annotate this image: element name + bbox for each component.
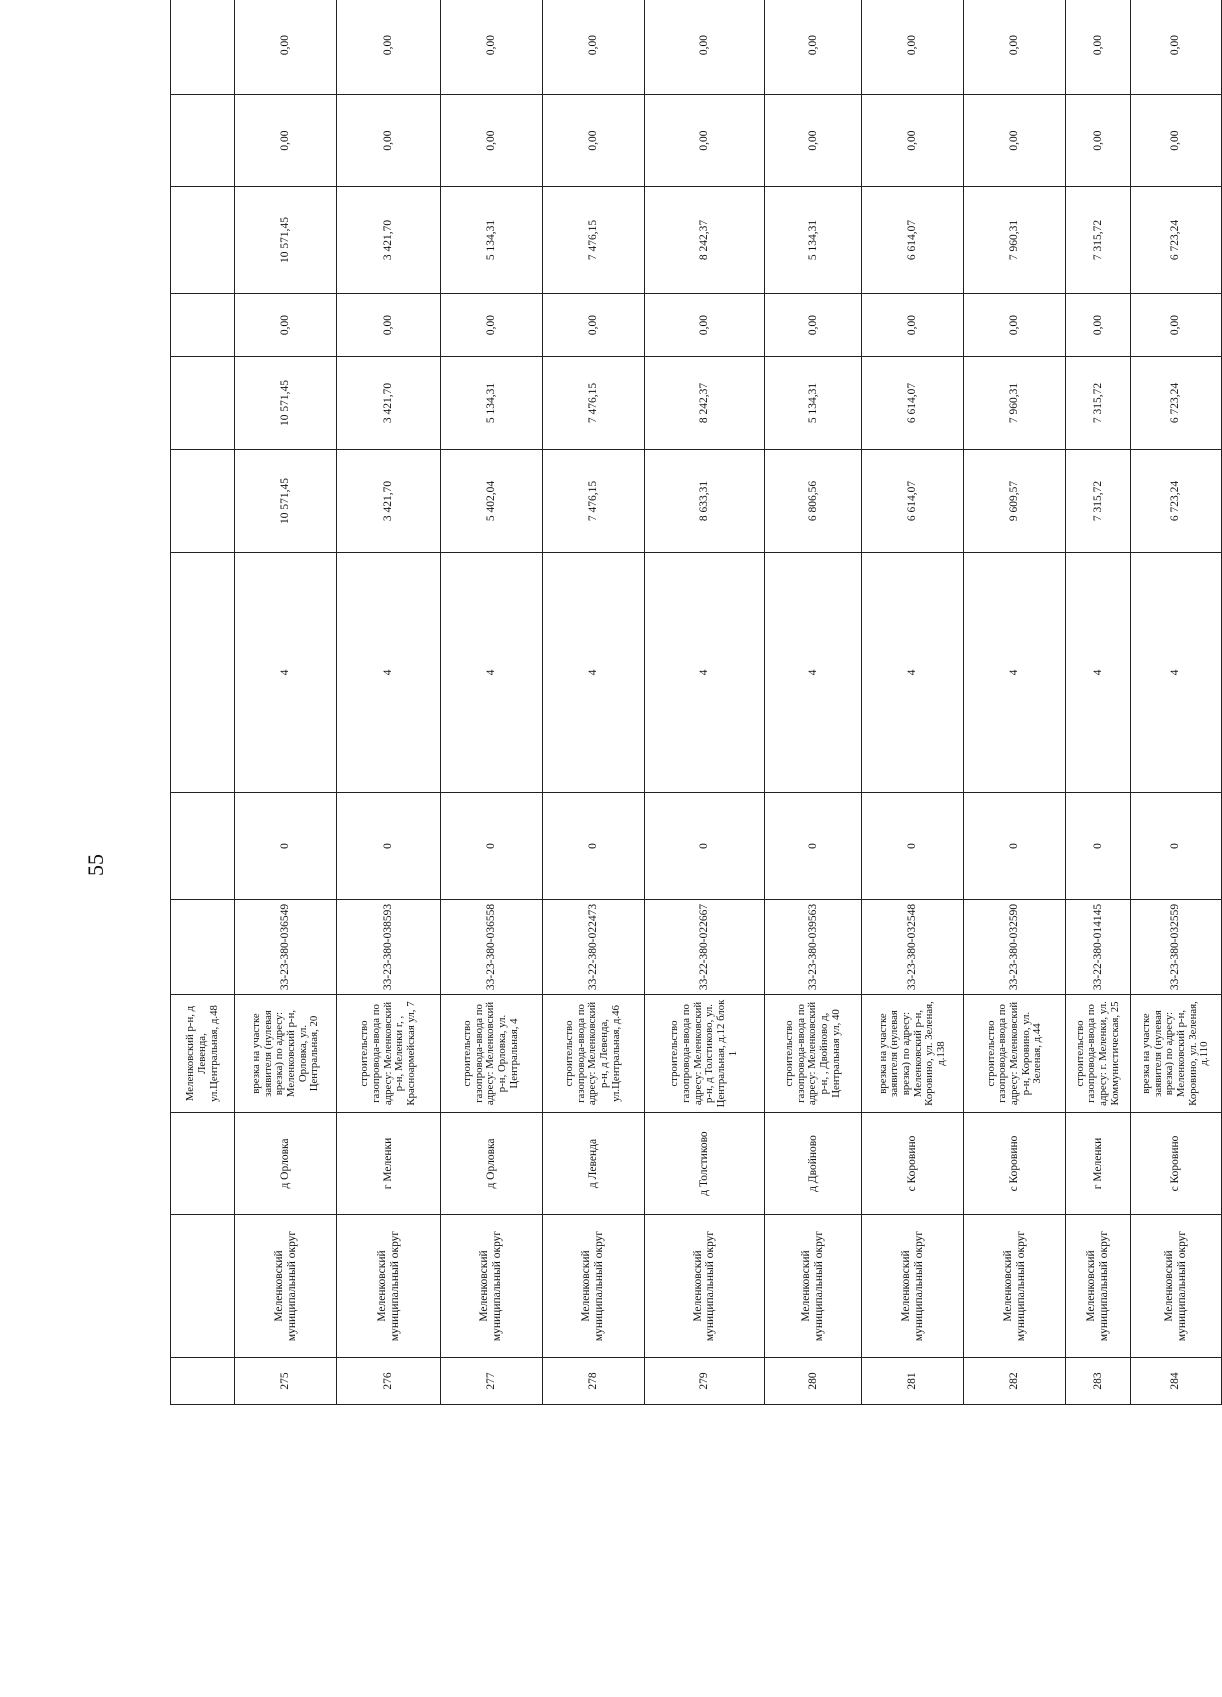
header-cell-district (171, 1215, 235, 1358)
value-b-cell: 4 (1130, 553, 1221, 793)
value-e-cell: 0,00 (765, 294, 862, 357)
table-row (235, 0, 337, 1405)
value-e-cell: 0,00 (1066, 294, 1130, 357)
header-cell-c (171, 450, 235, 553)
value-a-cell: 0 (862, 793, 964, 900)
value-h-cell: 0,00 (862, 0, 964, 95)
value-d-cell: 8 242,37 (644, 357, 764, 450)
value-h-cell: 0,00 (1130, 0, 1221, 95)
value-d-cell: 6 614,07 (862, 357, 964, 450)
address-cell: строительство газопровода-ввода по адресу: Меленковский р-н, Меленки г, , Красноармейская ул, 7 (337, 995, 440, 1113)
value-a-cell: 0 (1130, 793, 1221, 900)
value-d-cell: 3 421,70 (337, 357, 440, 450)
row-number: 280 (765, 1358, 862, 1405)
row-number: 282 (964, 1358, 1066, 1405)
value-h-cell: 0,00 (337, 0, 440, 95)
value-f-cell: 7 960,31 (964, 187, 1066, 294)
value-e-cell: 0,00 (862, 294, 964, 357)
cadastral-number-cell: 33-23-380-039563 (765, 900, 862, 995)
table-row (440, 0, 542, 1405)
cadastral-number-cell: 33-22-380-014145 (1066, 900, 1130, 995)
value-f-cell: 7 476,15 (542, 187, 644, 294)
table-row (1130, 0, 1221, 1405)
value-g-cell: 0,00 (1066, 95, 1130, 187)
settlement-cell: г Меленки (1066, 1113, 1130, 1215)
address-cell: строительство газопровода-ввода по адресу: Меленковский р-н, Орловка, ул. Центральная, 4 (440, 995, 542, 1113)
table-row (337, 0, 440, 1405)
header-cell-cadastral (171, 900, 235, 995)
value-d-cell: 7 476,15 (542, 357, 644, 450)
value-c-cell: 6 723,24 (1130, 450, 1221, 553)
header-row (171, 0, 235, 1405)
value-h-cell: 0,00 (644, 0, 764, 95)
gas-connection-table (170, 0, 1222, 1405)
table-row (862, 0, 964, 1405)
value-b-cell: 4 (765, 553, 862, 793)
value-a-cell: 0 (337, 793, 440, 900)
value-f-cell: 5 134,31 (440, 187, 542, 294)
header-cell-f (171, 187, 235, 294)
settlement-cell: д Орловка (235, 1113, 337, 1215)
value-f-cell: 6 614,07 (862, 187, 964, 294)
row-number: 281 (862, 1358, 964, 1405)
value-c-cell: 6 614,07 (862, 450, 964, 553)
value-e-cell: 0,00 (644, 294, 764, 357)
value-b-cell: 4 (862, 553, 964, 793)
value-d-cell: 10 571,45 (235, 357, 337, 450)
value-c-cell: 3 421,70 (337, 450, 440, 553)
cadastral-number-cell: 33-23-380-036549 (235, 900, 337, 995)
value-c-cell: 5 402,04 (440, 450, 542, 553)
value-a-cell: 0 (235, 793, 337, 900)
table-row (1066, 0, 1130, 1405)
rotated-table (170, 34, 1222, 1405)
district-cell: Меленковский муниципальный округ (235, 1215, 337, 1358)
row-number: 279 (644, 1358, 764, 1405)
value-d-cell: 6 723,24 (1130, 357, 1221, 450)
value-b-cell: 4 (644, 553, 764, 793)
cadastral-number-cell: 33-23-380-032559 (1130, 900, 1221, 995)
value-c-cell: 9 609,57 (964, 450, 1066, 553)
district-cell: Меленковский муниципальный округ (1130, 1215, 1221, 1358)
table-row (644, 0, 764, 1405)
header-cell-settlement (171, 1113, 235, 1215)
district-cell: Меленковский муниципальный округ (440, 1215, 542, 1358)
row-number: 275 (235, 1358, 337, 1405)
header-cell-g (171, 95, 235, 187)
cadastral-number-cell: 33-23-380-032590 (964, 900, 1066, 995)
value-f-cell: 7 315,72 (1066, 187, 1130, 294)
value-h-cell: 0,00 (1066, 0, 1130, 95)
value-g-cell: 0,00 (542, 95, 644, 187)
district-cell: Меленковский муниципальный округ (1066, 1215, 1130, 1358)
value-e-cell: 0,00 (337, 294, 440, 357)
value-h-cell: 0,00 (235, 0, 337, 95)
header-cell-h (171, 0, 235, 95)
header-cell-a (171, 793, 235, 900)
row-number: 276 (337, 1358, 440, 1405)
cadastral-number-cell: 33-23-380-032548 (862, 900, 964, 995)
address-cell: врезка на участке заявителя (нулевая врезка) по адресу: Меленковский р-н, Коровино, ул. Зеленая, д.138 (862, 995, 964, 1113)
cadastral-number-cell: 33-22-380-022473 (542, 900, 644, 995)
header-cell-d (171, 357, 235, 450)
value-e-cell: 0,00 (964, 294, 1066, 357)
settlement-cell: г Меленки (337, 1113, 440, 1215)
address-cell: строительство газопровода-ввода по адресу: Меленковский р-н, д Левенда, ул.Центральная, д.46 (542, 995, 644, 1113)
value-g-cell: 0,00 (235, 95, 337, 187)
table-container (170, 34, 1222, 1405)
value-b-cell: 4 (1066, 553, 1130, 793)
value-c-cell: 8 633,31 (644, 450, 764, 553)
value-f-cell: 10 571,45 (235, 187, 337, 294)
settlement-cell: д Толстиково (644, 1113, 764, 1215)
value-d-cell: 7 960,31 (964, 357, 1066, 450)
address-cell: врезка на участке заявителя (нулевая врезка) по адресу: Меленковский р-н, Орловка, ул. Центральная, 20 (235, 995, 337, 1113)
row-number: 284 (1130, 1358, 1221, 1405)
value-b-cell: 4 (235, 553, 337, 793)
value-e-cell: 0,00 (1130, 294, 1221, 357)
address-cell: строительство газопровода-ввода по адресу: Меленковский р-н, д Толстиково, ул. Центральная, д.12 блок 1 (644, 995, 764, 1113)
address-cell: врезка на участке заявителя (нулевая врезка) по адресу: Меленковский р-н, Коровино, ул. Зеленая, д.110 (1130, 995, 1221, 1113)
value-c-cell: 6 806,56 (765, 450, 862, 553)
settlement-cell: с Коровино (1130, 1113, 1221, 1215)
header-cell-address: Меленковский р-н, д Левенда, ул.Центральная, д.48 (171, 995, 235, 1113)
district-cell: Меленковский муниципальный округ (337, 1215, 440, 1358)
value-d-cell: 5 134,31 (765, 357, 862, 450)
value-g-cell: 0,00 (1130, 95, 1221, 187)
value-b-cell: 4 (440, 553, 542, 793)
settlement-cell: д Орловка (440, 1113, 542, 1215)
district-cell: Меленковский муниципальный округ (765, 1215, 862, 1358)
value-a-cell: 0 (440, 793, 542, 900)
district-cell: Меленковский муниципальный округ (862, 1215, 964, 1358)
value-d-cell: 5 134,31 (440, 357, 542, 450)
row-number: 277 (440, 1358, 542, 1405)
header-cell-no (171, 1358, 235, 1405)
value-c-cell: 10 571,45 (235, 450, 337, 553)
value-h-cell: 0,00 (542, 0, 644, 95)
table-row (542, 0, 644, 1405)
value-a-cell: 0 (765, 793, 862, 900)
value-h-cell: 0,00 (964, 0, 1066, 95)
value-a-cell: 0 (1066, 793, 1130, 900)
value-f-cell: 6 723,24 (1130, 187, 1221, 294)
table-row (765, 0, 862, 1405)
cadastral-number-cell: 33-23-380-036558 (440, 900, 542, 995)
value-c-cell: 7 476,15 (542, 450, 644, 553)
value-c-cell: 7 315,72 (1066, 450, 1130, 553)
address-cell: строительство газопровода-ввода по адресу: Меленковский р-н, , Двойново д, Центральная ул, 40 (765, 995, 862, 1113)
value-f-cell: 3 421,70 (337, 187, 440, 294)
value-e-cell: 0,00 (440, 294, 542, 357)
value-b-cell: 4 (337, 553, 440, 793)
address-cell: строительство газопровода-ввода по адресу: г. Меленки, ул. Коммунистическая, 25 (1066, 995, 1130, 1113)
value-a-cell: 0 (644, 793, 764, 900)
row-number: 278 (542, 1358, 644, 1405)
page-number: 55 (83, 854, 108, 876)
value-g-cell: 0,00 (644, 95, 764, 187)
cadastral-number-cell: 33-23-380-038593 (337, 900, 440, 995)
value-g-cell: 0,00 (337, 95, 440, 187)
address-cell: строительство газопровода-ввода по адресу: Меленковский р-н, Коровино, ул. Зеленая, д.44 (964, 995, 1066, 1113)
value-d-cell: 7 315,72 (1066, 357, 1130, 450)
value-a-cell: 0 (964, 793, 1066, 900)
value-e-cell: 0,00 (235, 294, 337, 357)
settlement-cell: с Коровино (964, 1113, 1066, 1215)
settlement-cell: д Левенда (542, 1113, 644, 1215)
value-g-cell: 0,00 (440, 95, 542, 187)
value-f-cell: 5 134,31 (765, 187, 862, 294)
value-b-cell: 4 (964, 553, 1066, 793)
value-a-cell: 0 (542, 793, 644, 900)
value-g-cell: 0,00 (862, 95, 964, 187)
value-f-cell: 8 242,37 (644, 187, 764, 294)
table-row (964, 0, 1066, 1405)
district-cell: Меленковский муниципальный округ (964, 1215, 1066, 1358)
value-g-cell: 0,00 (964, 95, 1066, 187)
value-e-cell: 0,00 (542, 294, 644, 357)
value-h-cell: 0,00 (440, 0, 542, 95)
header-cell-e (171, 294, 235, 357)
value-h-cell: 0,00 (765, 0, 862, 95)
header-cell-b (171, 553, 235, 793)
value-g-cell: 0,00 (765, 95, 862, 187)
cadastral-number-cell: 33-22-380-022667 (644, 900, 764, 995)
row-number: 283 (1066, 1358, 1130, 1405)
settlement-cell: с Коровино (862, 1113, 964, 1215)
district-cell: Меленковский муниципальный округ (542, 1215, 644, 1358)
district-cell: Меленковский муниципальный округ (644, 1215, 764, 1358)
value-b-cell: 4 (542, 553, 644, 793)
settlement-cell: д Двойново (765, 1113, 862, 1215)
